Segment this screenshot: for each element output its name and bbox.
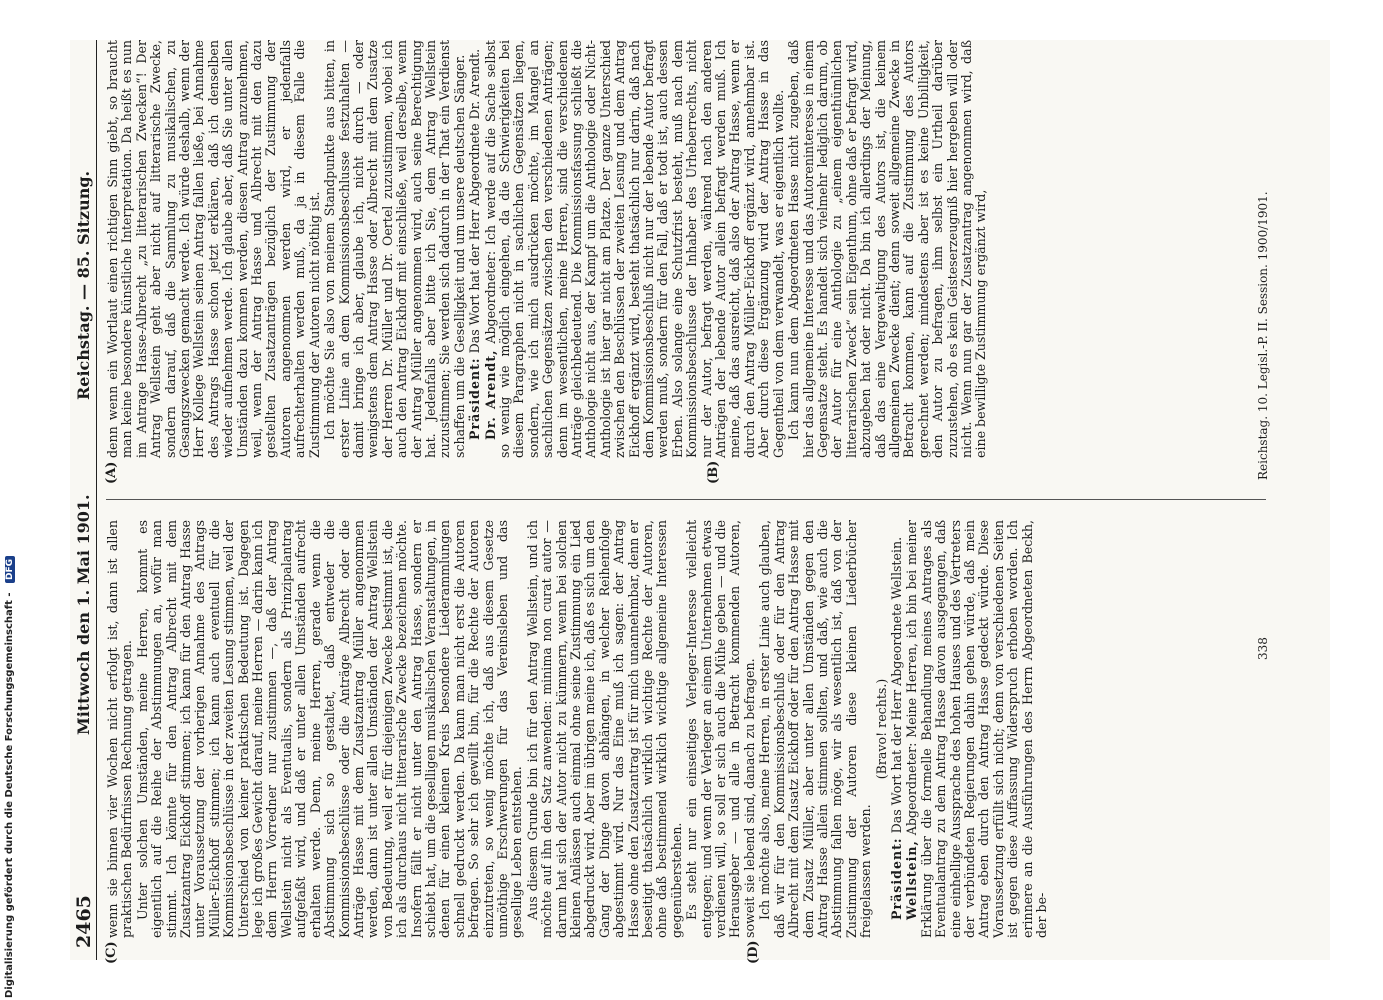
dfg-logo: DFG <box>5 556 15 583</box>
speaker-name: Wellstein, <box>904 840 920 920</box>
speaker-name: Präsident: <box>467 357 483 440</box>
margin-mark-a: (A) <box>104 461 119 484</box>
paragraph: wenn sie binnen vier Wochen nicht erfolgt ist, dann ist allen praktischen Bedürfnissen Rechnung getragen. <box>105 520 135 938</box>
paragraph: Aus diesem Grunde bin ich für den Antrag Wellstein, und ich möchte auf ihn den Satz anwenden: minima non curat autor — darum hat sich der Autor nicht zu kümmern, wenn bei solchen kleinen Anlässen auch einmal ohne seine Zustimmung ein Lied abgedruckt wird. Aber im übrigen meine ich, daß es sich um den Gang der Dinge davon abhängen, in welcher Reihenfolge abgestimmt wird. Nur das Eine muß ich sagen: der Antrag Hasse ohne den Zusatzantrag ist für mich unannehmbar, denn er beseitigt thatsächlich wirklich wichtige Rechte der Autoren, ohne daß bestimmend wirklich wichtige allgemeine Interessen gegenüberstehen. <box>524 520 684 938</box>
header-page-number: 2465 <box>73 895 95 948</box>
speaker-paragraph: Wellstein, Abgeordneter: Meine Herren, ich bin bei meiner Erklärung über die formelle Behandlung meines Antrages als Eventualantrag zu dem Antrag Hasse davon ausgegangen, daß eine einhellige Aussprache des hohen Hauses und des Vertreters der verbündeten Regierungen dahin gehen würde, daß mein Antrag eben durch den Antrag Hasse gedeckt würde. Diese Voraussetzung erfüllt sich nicht; denn von verschiedenen Seiten ist gegen diese Auffassung Widerspruch erhoben worden. Ich erinnere an die Ausführungen des Herrn Abgeordneten Beckh, der be- <box>904 520 1049 938</box>
paragraph: Unter solchen Umständen, meine Herren, kommt es eigentlich auf die Reihe der Abstimmungen an, wofür man stimmt. Ich könnte für den Antrag Albrecht mit dem Zusatzantrag Eickhoff stimmen; ich kann für den Antrag Hasse unter Voraussetzung der vorherigen Annahme des Antrags Müller-Eickhoff stimmen; ich kann auch eventuell für die Kommissionsbeschlüsse in der zweiten Lesung stimmen, weil der Unterschied von keiner praktischen Bedeutung ist. Dagegen lege ich großes Gewicht darauf, meine Herren — darin kann ich dem Herrn Vorredner nur zustimmen —, daß der Antrag Wellstein nicht als Eventualis, sondern als Prinzipalantrag aufgefaßt wird, und daß er unter allen Umständen aufrecht erhalten werde. Denn, meine Herren, gerade wenn die Abstimmung sich so gestaltet, daß entweder die Kommissionsbeschlüsse oder die Anträge Albrecht oder die Anträge Hasse mit dem Zusatzantrag Müller angenommen werden, dann ist unter allen Umständen der Antrag Wellstein von Bedeutung, weil er für diejenigen Zwecke bestimmt ist, die ich als durchaus nicht litterarische Zwecke bezeichnen möchte. Insofern fällt er nicht unter den Antrag Hasse, sondern er schiebt hat, um die geselligen musikalischen Veranstaltungen, in denen für einen kleinen Kreis besondere Liederammlungen schnell gedruckt werden. Da kann man nicht erst die Autoren befragen. So sehr ich gewillt bin, für die Rechte der Autoren einzutreten, so wenig möchte ich, daß aus diesem Gesetze unnöthige Erschwerungen für das Vereinsleben und das gesellige Leben entstehen. <box>134 520 525 938</box>
speaker-name: Dr. Arendt, <box>482 349 498 440</box>
paragraph: Ich möchte Sie also von meinem Standpunkte aus bitten, in erster Linie an dem Kommissionsbeschlusse festzuhalten — damit bringe ich aber, glaube ich, nicht durch — oder wenigstens dem Antrag Hasse oder Albrecht mit dem Zusatze der Herren Dr. Müller und Dr. Oertel zuzustimmen, wobei ich auch den Antrag Eickhoff mit einschließe, weil derselbe, wenn der Antrag Müller angenommen wird, auch seine Berechtigung hat. Jedenfalls aber bitte ich Sie, dem Antrag Wellstein zuzustimmen; Sie werden sich dadurch in der That ein Verdienst schaffen um die Geselligkeit und um unsere deutschen Sänger. <box>322 40 467 458</box>
column-left <box>104 40 1316 484</box>
margin-mark-b: (B) <box>706 460 721 484</box>
footer-page-number: 338 <box>1256 637 1270 660</box>
column-right <box>104 520 1316 964</box>
footer-session-info: Reichstag. 10. Legisl.-P. II. Session. 1900/1901. <box>1256 191 1270 480</box>
margin-mark-d: (D) <box>746 940 761 964</box>
speaker-paragraph: Dr. Arendt, Abgeordneter: Ich werde auf die Sache selbst so wenig wie möglich eingehen, da die Schwierigkeiten bei diesem Paragraphen nicht in sachlichen Gegensätzen liegen, sondern, wie ich mich ausdrücken möchte, im Mangel an sachlichen Gegensätzen zwischen den verschiedenen Anträgen; denn im wesentlichen, meine Herren, sind die verschiedenen Anträge gleichbedeutend. Die Kommissionsfassung schließt die Anthologie nicht aus, der Kampf um die Anthologie oder Nicht-Anthologie ist hier gar nicht am Platze. Der ganze Unterschied zwischen den Beschlüssen der zweiten Lesung und dem Antrag Eickhoff ergänzt wird, besteht thatsächlich nur darin, daß nach dem Kommissionsbeschluß nicht nur der lebende Autor befragt werden muß, sondern für den Fall, daß er todt ist, auch dessen Erben. Also solange eine Schutzfrist besteht, muß nach dem Kommissionsbeschlusse der Inhaber des Urheberrechts, nicht nur der Autor, befragt werden, während nach den anderen Anträgen der lebende Autor allein befragt werden muß. Ich meine, daß das ausreicht, daß also der Antrag Hasse, wenn er durch den Antrag Müller-Eickhoff ergänzt wird, annehmbar ist. Aber durch diese Ergänzung wird der Antrag Hasse in das Gegentheil von dem verwandelt, was er eigentlich wollte. <box>482 40 786 458</box>
newspaper-sheet <box>70 40 1330 964</box>
margin-mark-c: (C) <box>104 941 119 964</box>
paragraph: denn wenn ein Wortlaut einen richtigen Sinn giebt, so braucht man keine besondere künstliche Interpretation. Da heißt es nun im Antrage Hasse-Albrecht „zu litterarischen Zwecken“! Der Antrag Wellstein geht aber nicht auf litterarische Zwecke, sondern darauf, daß die Sammlung zu musikalischen, zu Gesangszwecken gemacht werde. Ich würde deshalb, wenn der Herr Kollege Wellstein seinen Antrag fallen ließe, bei Annahme des Antrags Hasse schon jetzt erklären, daß ich denselben wieder aufnehmen werde. Ich glaube aber, daß Sie unter allen Umständen dazu kommen werden, diesen Antrag anzunehmen, weil, wenn der Antrag Hasse und Albrecht mit den dazu gestellten Zusatzanträgen bezüglich der Zustimmung der Autoren angenommen werden wird, er jedenfalls aufrechterhalten werden muß, da ja in diesem Falle die Zustimmung der Autoren nicht nöthig ist. <box>105 40 322 458</box>
speaker-paragraph: Präsident: Das Wort hat der Herr Abgeordnete Dr. Arendt. <box>467 48 483 440</box>
speaker-name: Präsident: <box>888 837 904 920</box>
speaker-paragraph: Präsident: Das Wort hat der Herr Abgeordnete Wellstein. <box>888 536 904 920</box>
paragraph: Ich möchte also, meine Herren, in erster Linie auch glauben, daß wir für den Kommissionsbeschluß oder für den Antrag Albrecht mit dem Zusatz Eickhoff oder für den Antrag Hasse mit dem Zusatz Müller, aber unter allen Umständen gegen den Antrag Hasse allein stimmen sollten, und daß, wie auch die Abstimmung fallen möge, wir als wesentlich ist, daß von der Zustimmung der Autoren diese kleinen Liederbücher freigelassen werden. <box>757 520 874 938</box>
header-date: Mittwoch den 1. Mai 1901. <box>74 494 93 735</box>
credit-text: Digitalisierung gefördert durch die Deutsche Forschungsgemeinschaft - <box>4 592 15 998</box>
column-divider <box>106 499 1266 500</box>
page-header <box>70 40 97 960</box>
paragraph: Ich kann nun dem Abgeordneten Hasse nicht zugeben, daß hier das allgemeine Interesse und das Autoreninteresse in einem Gegensatze steht. Es handelt sich vielmehr lediglich darum, ob der Autor für eine Anthologie zu „einem eigenthümlichen litterarischen Zweck“ sein Eigenthum, ohne daß er befragt wird, abzugeben hat oder nicht. Da bin ich allerdings der Meinung, daß das eine Vergewaltigung des Autors ist, die keinem allgemeinen Zwecke dient; denn soweit allgemeine Zwecke in Betracht kommen, kann auf die Zustimmung des Autors gerechnet werden; mindestens aber ist es keine Unbilligkeit, den Autor zu befragen, ihm selbst ein Urtheil darüber zuzustehen, ob es kein Geisteserzeugniß hier hergeben will oder nicht. Wenn nun gar der Zusatzantrag angenommen wird, daß eine bewilligte Zustimmung ergänzt wird, <box>786 40 989 458</box>
digitization-credit <box>4 0 16 998</box>
applause-note: (Bravo! rechts.) <box>873 678 889 780</box>
paragraph: Es steht nur ein einseitiges Verleger-Interesse vielleicht entgegen; und wenn der Verleger an einem Unternehmen etwas verdienen will, so soll er sich auch die Mühe geben — und die Herausgeber — und alle in Betracht kommenden Autoren, soweit sie lebend sind, danach zu befragen. <box>684 520 757 938</box>
header-session: Reichstag. — 85. Sitzung. <box>74 170 93 400</box>
